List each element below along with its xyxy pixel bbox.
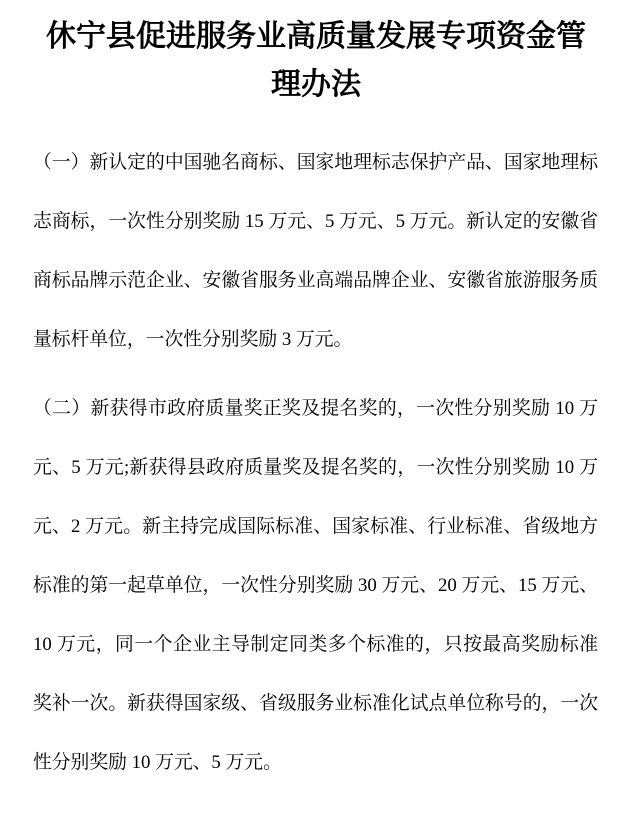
- document-body: [33, 133, 598, 792]
- document-title-line2: 理办法: [271, 68, 361, 101]
- document-title-line1: 休宁县促进服务业高质量发展专项资金管: [46, 20, 586, 53]
- paragraph-clause-1: （一）新认定的中国驰名商标、国家地理标志保护产品、国家地理标志商标，一次性分别奖励 15 万元、5 万元、5 万元。新认定的安徽省商标品牌示范企业、安徽省服务业高端品牌企业、安徽省旅游服务质量标杆单位，一次性分别奖励 3 万元。: [33, 152, 598, 350]
- document-title: [34, 13, 598, 109]
- paragraph-clause-2: （二）新获得市政府质量奖正奖及提名奖的，一次性分别奖励 10 万元、5 万元;新获得县政府质量奖及提名奖的，一次性分别奖励 10 万元、2 万元。新主持完成国际标准、国家标准、行业标准、省级地方标准的第一起草单位，一次性分别奖励 30 万元、20 万元、15 万元、10 万元，同一个企业主导制定同类多个标准的，只按最高奖励标准奖补一次。新获得国家级、省级服务业标准化试点单位称号的，一次性分别奖励 10 万元、5 万元。: [33, 398, 598, 773]
